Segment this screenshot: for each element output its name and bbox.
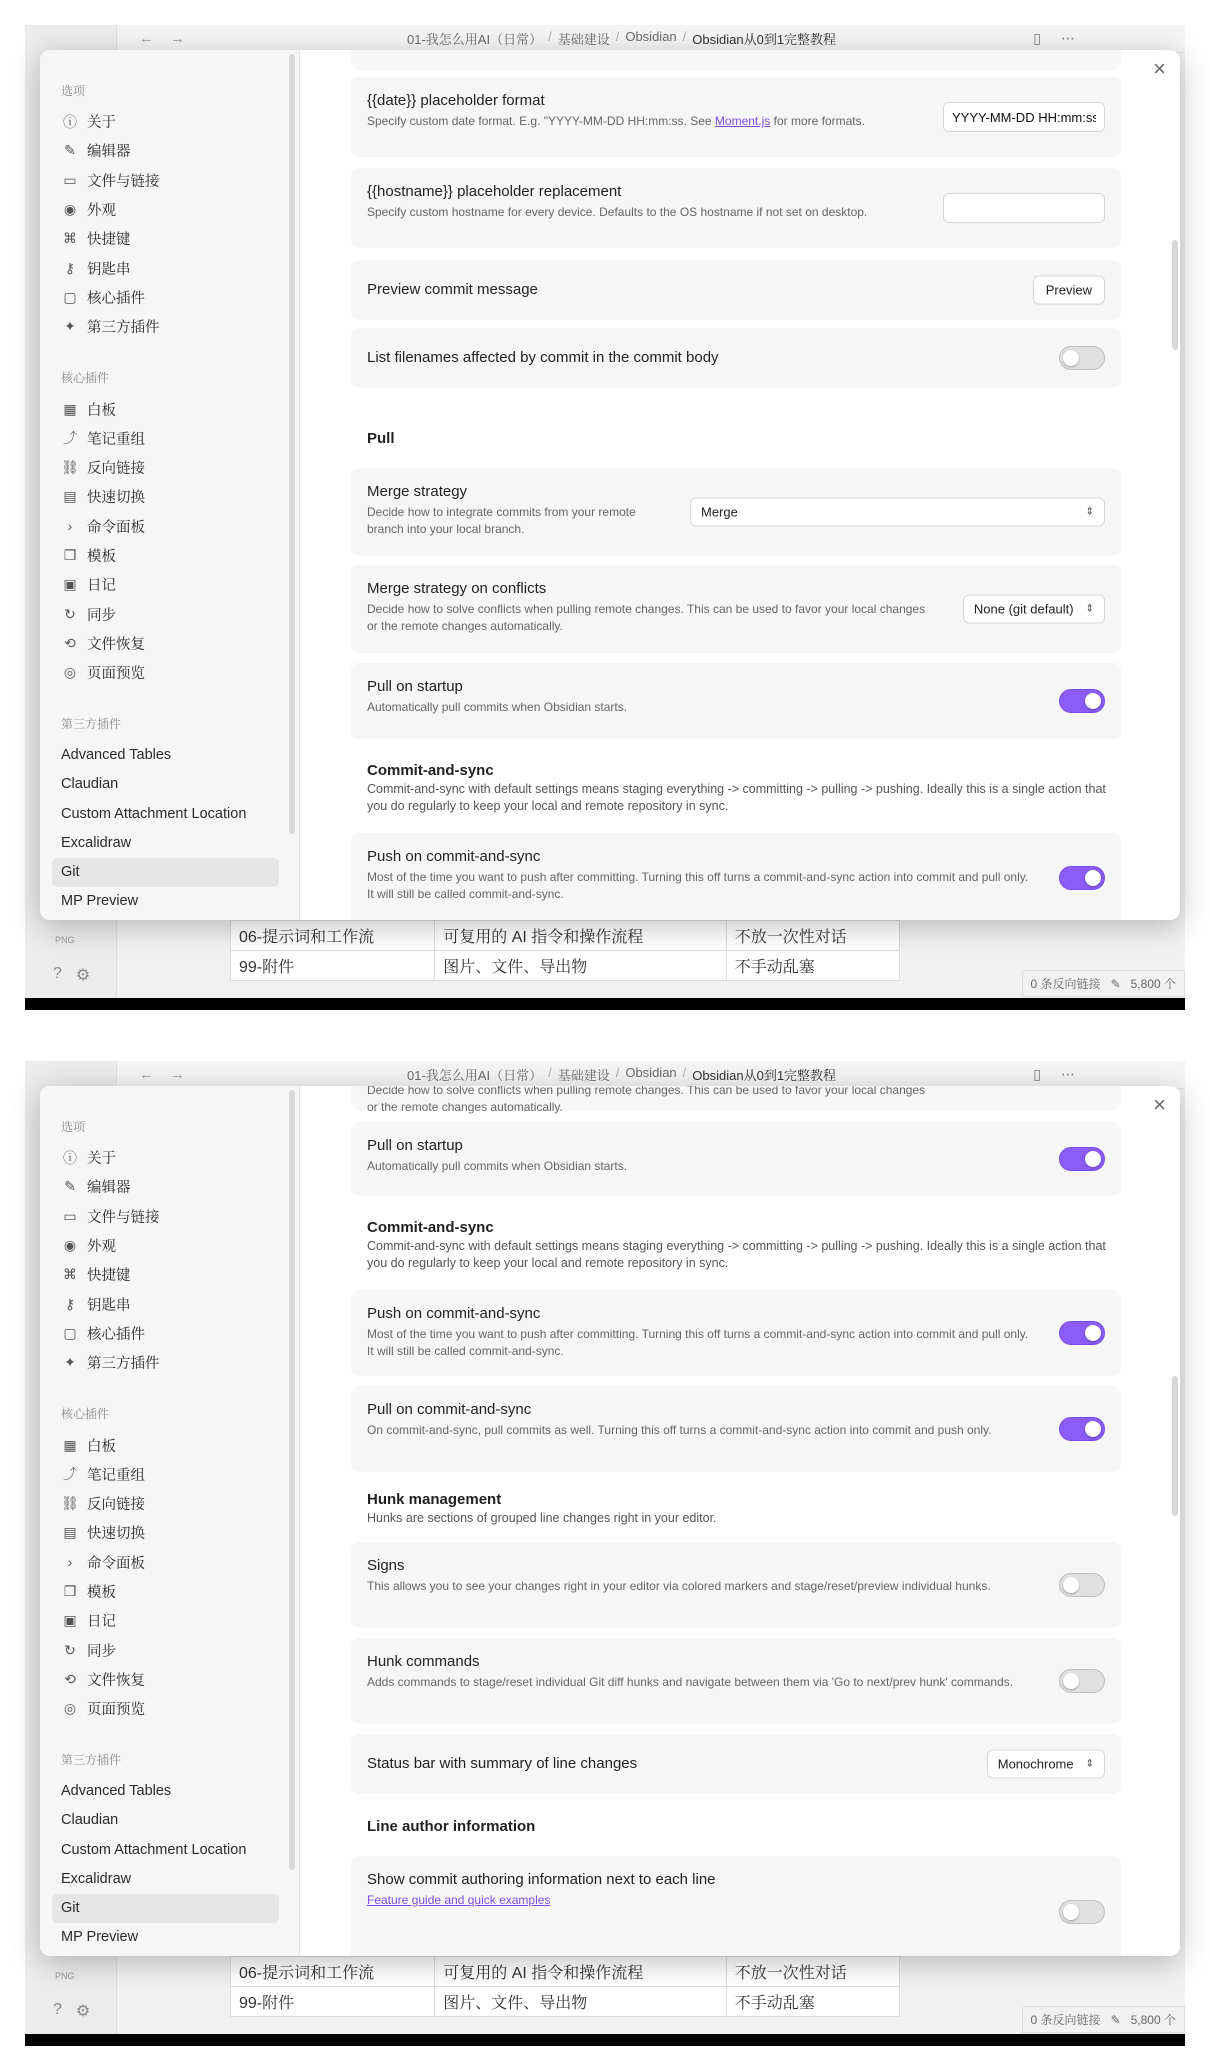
section-description: Commit-and-sync with default settings means staging everything -> committing -> pulling -> pushing. Ideally this is a single action that you do regularly to keep your local and remote repository in sync. bbox=[367, 1239, 1106, 1270]
section-title: Pull bbox=[367, 430, 395, 447]
sidebar-item-core-3[interactable] bbox=[40, 482, 279, 511]
sidebar-item-icon: ⚷ bbox=[64, 259, 76, 276]
sidebar-item-label: 第三方插件 bbox=[87, 1356, 160, 1373]
nav-buttons bbox=[139, 30, 185, 47]
sidebar-item-label: Claudian bbox=[61, 1812, 119, 1829]
sidebar-item-icon: ⛓ bbox=[61, 1495, 79, 1512]
png-label: PNG bbox=[55, 1971, 75, 1981]
breadcrumb-item[interactable]: 基础建设 bbox=[557, 32, 610, 47]
sidebar-item-option-2[interactable] bbox=[40, 166, 279, 195]
pencil-icon[interactable]: ✎ bbox=[1110, 2012, 1121, 2027]
sidebar-item-icon: ✦ bbox=[64, 318, 76, 335]
sidebar-item-option-2[interactable] bbox=[40, 1202, 279, 1231]
sidebar-item-core-8[interactable] bbox=[40, 629, 279, 658]
select-value: Monochrome bbox=[997, 1756, 1074, 1772]
setting-description: Specify custom date format. E.g. "YYYY-MM-DD HH:mm:ss. See Moment.js for more formats. bbox=[367, 114, 865, 128]
sidebar-item-icon: ⛓ bbox=[61, 459, 79, 476]
sidebar-item-icon: ◉ bbox=[63, 201, 77, 218]
preview-button[interactable]: Preview bbox=[1033, 276, 1105, 305]
sidebar-item-label: 外观 bbox=[87, 1239, 116, 1256]
sidebar-group-title: 第三方插件 bbox=[61, 717, 122, 732]
sidebar-item-label: 核心插件 bbox=[87, 1326, 145, 1343]
sidebar-item-label: 外观 bbox=[87, 203, 116, 220]
book-icon[interactable]: ▯ bbox=[1033, 1066, 1041, 1082]
setting-push-on-cas bbox=[351, 833, 1121, 920]
sidebar-item-icon: ◎ bbox=[63, 664, 77, 681]
setting-title: Merge strategy on conflicts bbox=[367, 580, 547, 597]
settings-gear-icon[interactable]: ⚙ bbox=[75, 967, 91, 984]
sidebar-item-icon: ⤴ bbox=[63, 430, 77, 447]
sidebar-item-label: 编辑器 bbox=[87, 144, 131, 161]
select-value: Merge bbox=[701, 504, 738, 520]
settings-gear-icon[interactable]: ⚙ bbox=[75, 2003, 91, 2020]
sidebar-item-label: 页面预览 bbox=[87, 666, 145, 683]
merge-strategy-select[interactable] bbox=[690, 498, 1105, 527]
table-cell: 不放一次性对话 bbox=[726, 921, 899, 951]
sidebar-item-icon: ◉ bbox=[63, 1237, 77, 1254]
section-heading bbox=[367, 1491, 1117, 1527]
sidebar-item-label: 钥匙串 bbox=[87, 1297, 131, 1314]
table-row bbox=[231, 921, 900, 951]
sidebar-item-icon: ⤴ bbox=[63, 1466, 77, 1483]
sidebar-item-icon: ⌘ bbox=[63, 1266, 77, 1283]
setting-title: Push on commit-and-sync bbox=[367, 1305, 541, 1322]
sidebar-item-core-3[interactable] bbox=[40, 1518, 279, 1547]
sidebar-item-label: Advanced Tables bbox=[61, 746, 172, 763]
breadcrumb-separator: / bbox=[682, 29, 687, 44]
sidebar-item-icon: ▦ bbox=[63, 1436, 77, 1453]
breadcrumb-separator: / bbox=[615, 1065, 620, 1080]
setting-description: Most of the time you want to push after committing. Turning this off turns a commit-and-sync action into commit and pull only. It will still be called commit-and-sync. bbox=[367, 1327, 1029, 1358]
sidebar-item-core-8[interactable] bbox=[40, 1665, 279, 1694]
push-on-cas-toggle[interactable] bbox=[1059, 1321, 1105, 1345]
sidebar-item-label: 文件与链接 bbox=[87, 173, 160, 190]
sidebar-item-plugin-5[interactable] bbox=[40, 887, 279, 916]
setting-preview-commit bbox=[351, 260, 1121, 320]
sidebar-item-label: MP Preview bbox=[61, 1929, 139, 1946]
sidebar-item-label: 日记 bbox=[87, 578, 116, 595]
backlinks-count[interactable]: 0 条反向链接 bbox=[1030, 977, 1101, 991]
sidebar-item-label: 白板 bbox=[87, 1438, 116, 1455]
setting-merge-strategy bbox=[351, 468, 1121, 556]
sidebar-item-plugin-1[interactable] bbox=[40, 770, 279, 799]
sidebar-item-icon: ⟲ bbox=[64, 634, 76, 651]
background-note-table bbox=[230, 920, 900, 981]
sidebar-item-label: 反向链接 bbox=[87, 1497, 145, 1514]
sidebar-item-label: Custom Attachment Location bbox=[61, 1841, 247, 1858]
section-heading bbox=[367, 762, 1117, 815]
sidebar-item-label: 笔记重组 bbox=[87, 1467, 145, 1484]
push-on-cas-toggle[interactable] bbox=[1059, 866, 1105, 890]
status-bar bbox=[1022, 2006, 1185, 2033]
breadcrumb-item[interactable]: Obsidian bbox=[625, 1065, 677, 1080]
table-cell: 99-附件 bbox=[231, 951, 435, 981]
close-icon[interactable]: × bbox=[1153, 1092, 1166, 1117]
section-title: Line author information bbox=[367, 1818, 536, 1835]
sidebar-item-core-5[interactable] bbox=[40, 541, 279, 570]
sidebar-item-icon: ⚷ bbox=[64, 1295, 76, 1312]
setting-push-on-cas bbox=[351, 1290, 1121, 1376]
breadcrumb-item[interactable]: Obsidian bbox=[625, 29, 677, 44]
setting-title: {{hostname}} placeholder replacement bbox=[367, 183, 622, 200]
sidebar-item-core-2[interactable] bbox=[40, 453, 279, 482]
settings-content bbox=[301, 1086, 1180, 1956]
nav-buttons bbox=[139, 1066, 185, 1083]
background-note-table bbox=[230, 1956, 900, 2017]
sidebar-item-label: 关于 bbox=[87, 115, 116, 132]
content-scrollbar[interactable] bbox=[1172, 240, 1178, 350]
sidebar-item-label: 笔记重组 bbox=[87, 431, 145, 448]
sidebar-item-icon: ⌘ bbox=[63, 230, 77, 247]
table-cell: 不手动乱塞 bbox=[726, 951, 899, 981]
table-cell: 06-提示词和工作流 bbox=[231, 1957, 435, 1987]
sidebar-item-plugin-0[interactable] bbox=[40, 740, 279, 769]
sidebar-item-option-7[interactable] bbox=[40, 312, 279, 341]
sidebar-item-label: 钥匙串 bbox=[87, 261, 131, 278]
settings-modal bbox=[40, 50, 1180, 920]
setting-pull-on-cas bbox=[351, 1386, 1121, 1472]
sidebar-item-icon: ▭ bbox=[63, 171, 77, 188]
section-title: Commit-and-sync bbox=[367, 762, 494, 779]
sidebar-item-plugin-5[interactable] bbox=[40, 1923, 279, 1952]
sidebar-item-icon: ▢ bbox=[63, 1324, 77, 1341]
setting-description: Decide how to solve conflicts when pulling remote changes. This can be used to favor your local changes or the remote changes automatically. bbox=[367, 1086, 926, 1114]
sidebar-item-icon: ✎ bbox=[64, 142, 76, 159]
close-icon[interactable]: × bbox=[1153, 56, 1166, 81]
setting-description: Most of the time you want to push after committing. Turning this off turns a commit-and-sync action into commit and pull only. It will still be called commit-and-sync. bbox=[367, 870, 1029, 901]
breadcrumb bbox=[407, 1065, 836, 1084]
sidebar-item-label: Excalidraw bbox=[61, 834, 132, 851]
hostname-input[interactable] bbox=[943, 193, 1105, 223]
sidebar-item-icon: ▤ bbox=[63, 1524, 77, 1541]
setting-title: {{date}} placeholder format bbox=[367, 92, 545, 109]
sidebar-item-core-4[interactable] bbox=[40, 1548, 279, 1577]
table-row bbox=[231, 1987, 900, 2017]
sidebar-item-icon: ▭ bbox=[63, 1207, 77, 1224]
pull-on-startup-toggle[interactable] bbox=[1059, 689, 1105, 713]
sidebar-item-icon: ❐ bbox=[63, 547, 77, 563]
sidebar-item-label: 关于 bbox=[87, 1151, 116, 1168]
setting-hunk-commands bbox=[351, 1638, 1121, 1724]
more-options-icon[interactable]: ⋯ bbox=[1061, 30, 1075, 46]
sidebar-item-label: 快速切换 bbox=[87, 490, 145, 507]
sidebar-group-title: 选项 bbox=[61, 1120, 86, 1134]
section-title: Commit-and-sync bbox=[367, 1219, 494, 1236]
sidebar-item-core-4[interactable] bbox=[40, 512, 279, 541]
partial-card bbox=[351, 1086, 1121, 1114]
signs-toggle[interactable] bbox=[1059, 1573, 1105, 1597]
sidebar-item-label: 快速切换 bbox=[87, 1526, 145, 1543]
setting-description: Automatically pull commits when Obsidian starts. bbox=[367, 1159, 628, 1173]
sidebar-group-title: 核心插件 bbox=[61, 1407, 110, 1422]
setting-description: Decide how to integrate commits from your remote branch into your local branch. bbox=[367, 505, 636, 536]
sidebar-item-icon: ▢ bbox=[63, 288, 77, 305]
table-cell: 06-提示词和工作流 bbox=[231, 921, 435, 951]
setting-title: Signs bbox=[367, 1557, 405, 1574]
section-description: Hunks are sections of grouped line changes right in your editor. bbox=[367, 1511, 717, 1525]
setting-list-filenames bbox=[351, 328, 1121, 388]
feature-guide-link[interactable]: Feature guide and quick examples bbox=[367, 1893, 551, 1907]
line-author-toggle[interactable] bbox=[1059, 1900, 1105, 1924]
sidebar-item-label: 命令面板 bbox=[87, 519, 145, 536]
setting-pull-on-startup bbox=[351, 1122, 1121, 1196]
sidebar-item-label: MP Preview bbox=[61, 893, 139, 910]
setting-description: Specify custom hostname for every device. Defaults to the OS hostname if not set on desktop. bbox=[367, 205, 868, 219]
date-format-input[interactable] bbox=[943, 102, 1105, 132]
sidebar-item-plugin-3[interactable] bbox=[40, 1864, 279, 1893]
sidebar-item-icon: ↻ bbox=[64, 1641, 76, 1658]
setting-line-author bbox=[351, 1856, 1121, 1956]
word-count: 5,800 个 bbox=[1130, 977, 1176, 991]
moment-link[interactable]: Moment.js bbox=[714, 114, 771, 128]
status-bar-select[interactable] bbox=[987, 1750, 1105, 1779]
pull-on-cas-toggle[interactable] bbox=[1059, 1417, 1105, 1441]
word-count: 5,800 个 bbox=[1130, 2013, 1176, 2027]
sidebar-group-title: 选项 bbox=[61, 84, 86, 98]
bottom-border bbox=[25, 998, 1185, 1010]
sidebar-item-icon: › bbox=[67, 1554, 73, 1571]
sidebar-item-label: 命令面板 bbox=[87, 1555, 145, 1572]
setting-title: Hunk commands bbox=[367, 1653, 480, 1670]
sidebar-item-core-6[interactable] bbox=[40, 570, 279, 599]
setting-status-bar-summary bbox=[351, 1734, 1121, 1794]
sidebar-item-label: 文件与链接 bbox=[87, 1209, 160, 1226]
sidebar-item-plugin-4[interactable] bbox=[52, 858, 279, 887]
breadcrumb-separator: / bbox=[548, 29, 552, 44]
setting-description: This allows you to see your changes right in your editor via colored markers and stage/reset/preview individual hunks. bbox=[367, 1579, 991, 1593]
sidebar-item-option-0[interactable] bbox=[40, 1143, 279, 1172]
sidebar-item-label: 第三方插件 bbox=[87, 320, 160, 337]
breadcrumb bbox=[407, 29, 836, 48]
sidebar-item-icon: ▦ bbox=[63, 400, 77, 417]
sidebar-item-option-5[interactable] bbox=[40, 1289, 279, 1318]
sidebar-item-core-9[interactable] bbox=[40, 1694, 279, 1723]
sidebar-item-option-4[interactable] bbox=[40, 224, 279, 253]
sidebar-item-label: Advanced Tables bbox=[61, 1782, 172, 1799]
title-bar bbox=[117, 25, 1185, 53]
sidebar-item-label: 文件恢复 bbox=[87, 1672, 145, 1689]
sidebar-item-core-9[interactable] bbox=[40, 658, 279, 687]
sidebar-item-option-3[interactable] bbox=[40, 195, 279, 224]
sidebar-item-core-1[interactable] bbox=[40, 1460, 279, 1489]
forward-arrow-icon[interactable]: → bbox=[170, 1066, 185, 1083]
pull-on-startup-toggle[interactable] bbox=[1059, 1147, 1105, 1171]
table-cell: 99-附件 bbox=[231, 1987, 435, 2017]
setting-description: Decide how to solve conflicts when pulling remote changes. This can be used to favor your local changes or the remote changes automatically. bbox=[367, 602, 926, 633]
breadcrumb-separator: / bbox=[682, 1065, 687, 1080]
png-label: PNG bbox=[55, 935, 75, 945]
sidebar-item-core-0[interactable] bbox=[40, 1430, 279, 1459]
sidebar-item-icon: ▣ bbox=[63, 576, 77, 593]
settings-sidebar bbox=[40, 1086, 300, 1956]
sidebar-item-label: 反向链接 bbox=[87, 461, 145, 478]
sidebar-item-option-3[interactable] bbox=[40, 1231, 279, 1260]
sidebar-item-icon: › bbox=[67, 518, 73, 535]
chevron-updown-icon: ⇕ bbox=[1085, 1758, 1094, 1770]
pencil-icon[interactable]: ✎ bbox=[1110, 976, 1121, 991]
sidebar-item-icon: ↻ bbox=[64, 605, 76, 622]
setting-title: Push on commit-and-sync bbox=[367, 848, 541, 865]
sidebar-item-core-6[interactable] bbox=[40, 1606, 279, 1635]
forward-arrow-icon[interactable]: → bbox=[170, 30, 185, 47]
backlinks-count[interactable]: 0 条反向链接 bbox=[1030, 2013, 1101, 2027]
sidebar-item-option-4[interactable] bbox=[40, 1260, 279, 1289]
sidebar-item-label: Git bbox=[61, 864, 80, 881]
select-value: None (git default) bbox=[973, 601, 1074, 617]
sidebar-item-icon: ✦ bbox=[64, 1354, 76, 1371]
setting-description: Adds commands to stage/reset individual Git diff hunks and navigate between them via 'Go to next/prev hunk' commands. bbox=[367, 1675, 1014, 1689]
sidebar-item-icon: ❐ bbox=[63, 1583, 77, 1599]
table-cell: 不放一次性对话 bbox=[726, 1957, 899, 1987]
sidebar-item-label: 核心插件 bbox=[87, 290, 145, 307]
sidebar-item-core-2[interactable] bbox=[40, 1489, 279, 1518]
sidebar-item-option-1[interactable] bbox=[40, 1172, 279, 1201]
sidebar-item-label: Claudian bbox=[61, 776, 119, 793]
sidebar-item-label: Custom Attachment Location bbox=[61, 805, 247, 822]
setting-title: Merge strategy bbox=[367, 483, 468, 500]
sidebar-scrollbar[interactable] bbox=[289, 54, 295, 834]
breadcrumb-current[interactable]: Obsidian从0到1完整教程 bbox=[692, 32, 837, 47]
content-scrollbar[interactable] bbox=[1172, 1376, 1178, 1516]
settings-modal bbox=[40, 1086, 1180, 1956]
sidebar-item-plugin-0[interactable] bbox=[40, 1776, 279, 1805]
breadcrumb-item[interactable]: 01-我怎么用AI（日常） bbox=[407, 1068, 543, 1083]
setting-title: Pull on startup bbox=[367, 1137, 463, 1154]
sidebar-item-option-6[interactable] bbox=[40, 1319, 279, 1348]
table-cell: 可复用的 AI 指令和操作流程 bbox=[435, 1957, 726, 1987]
sidebar-item-label: 文件恢复 bbox=[87, 636, 145, 653]
sidebar-item-label: 同步 bbox=[87, 1643, 116, 1660]
sidebar-item-core-1[interactable] bbox=[40, 424, 279, 453]
breadcrumb-item[interactable]: 基础建设 bbox=[557, 1068, 610, 1083]
table-cell: 不手动乱塞 bbox=[726, 1987, 899, 2017]
sidebar-item-icon: ⓘ bbox=[63, 113, 77, 130]
sidebar-item-option-0[interactable] bbox=[40, 107, 279, 136]
help-icon[interactable]: ? bbox=[53, 2001, 62, 2018]
table-row bbox=[231, 951, 900, 981]
sidebar-item-core-5[interactable] bbox=[40, 1577, 279, 1606]
setting-pull-on-startup bbox=[351, 663, 1121, 739]
sidebar-item-core-0[interactable] bbox=[40, 394, 279, 423]
hunk-commands-toggle[interactable] bbox=[1059, 1669, 1105, 1693]
sidebar-item-label: 编辑器 bbox=[87, 1180, 131, 1197]
sidebar-scrollbar[interactable] bbox=[289, 1090, 295, 1870]
section-heading bbox=[367, 430, 1117, 447]
setting-title: Pull on startup bbox=[367, 678, 463, 695]
table-cell: 图片、文件、导出物 bbox=[435, 1987, 726, 2017]
sidebar-item-plugin-3[interactable] bbox=[40, 828, 279, 857]
sidebar-item-label: 页面预览 bbox=[87, 1702, 145, 1719]
setting-title: Status bar with summary of line changes bbox=[367, 1755, 638, 1772]
setting-title: Preview commit message bbox=[367, 281, 538, 298]
sidebar-item-plugin-4[interactable] bbox=[52, 1894, 279, 1923]
status-bar bbox=[1022, 970, 1185, 997]
section-heading bbox=[367, 1818, 1117, 1835]
chevron-updown-icon: ⇕ bbox=[1085, 603, 1094, 615]
setting-merge-conflicts bbox=[351, 565, 1121, 653]
more-options-icon[interactable]: ⋯ bbox=[1061, 1066, 1075, 1082]
setting-description: Automatically pull commits when Obsidian starts. bbox=[367, 700, 628, 714]
help-icon[interactable]: ? bbox=[53, 965, 62, 982]
sidebar-item-label: Git bbox=[61, 1900, 80, 1917]
breadcrumb-current[interactable]: Obsidian从0到1完整教程 bbox=[692, 1068, 837, 1083]
breadcrumb-separator: / bbox=[548, 1065, 552, 1080]
table-row bbox=[231, 1957, 900, 1987]
screenshot-top bbox=[0, 0, 1210, 1010]
list-filenames-toggle[interactable] bbox=[1059, 346, 1105, 370]
setting-signs bbox=[351, 1542, 1121, 1628]
book-icon[interactable]: ▯ bbox=[1033, 30, 1041, 46]
section-heading bbox=[367, 1219, 1117, 1272]
sidebar-item-icon: ▣ bbox=[63, 1612, 77, 1629]
sidebar-group-title: 核心插件 bbox=[61, 371, 110, 386]
merge-conflicts-select[interactable] bbox=[963, 595, 1105, 624]
sidebar-item-core-7[interactable] bbox=[40, 1635, 279, 1664]
sidebar-group-title: 第三方插件 bbox=[61, 1753, 122, 1768]
sidebar-item-option-7[interactable] bbox=[40, 1348, 279, 1377]
sidebar-item-icon: ▤ bbox=[63, 488, 77, 505]
sidebar-item-option-5[interactable] bbox=[40, 253, 279, 282]
section-title: Hunk management bbox=[367, 1491, 502, 1508]
title-bar bbox=[117, 1061, 1185, 1089]
sidebar-item-label: 模板 bbox=[87, 549, 116, 565]
setting-title: List filenames affected by commit in the commit body bbox=[367, 349, 719, 366]
settings-content bbox=[301, 50, 1180, 920]
setting-title: Pull on commit-and-sync bbox=[367, 1401, 532, 1418]
sidebar-item-plugin-2[interactable] bbox=[40, 799, 279, 828]
sidebar-item-label: 同步 bbox=[87, 607, 116, 624]
back-arrow-icon[interactable]: ← bbox=[139, 1066, 154, 1083]
screenshot-bottom bbox=[0, 1036, 1210, 2046]
sidebar-item-plugin-1[interactable] bbox=[40, 1806, 279, 1835]
chevron-updown-icon: ⇕ bbox=[1085, 506, 1094, 518]
sidebar-item-label: 白板 bbox=[87, 402, 116, 419]
breadcrumb-item[interactable]: 01-我怎么用AI（日常） bbox=[407, 32, 543, 47]
breadcrumb-separator: / bbox=[615, 29, 620, 44]
sidebar-item-option-1[interactable] bbox=[40, 136, 279, 165]
setting-date-format bbox=[351, 77, 1121, 157]
settings-sidebar bbox=[40, 50, 300, 920]
sidebar-item-label: 快捷键 bbox=[87, 232, 131, 249]
sidebar-item-icon: ⟲ bbox=[64, 1670, 76, 1687]
setting-title: Show commit authoring information next to each line bbox=[367, 1871, 716, 1888]
setting-description: On commit-and-sync, pull commits as well. Turning this off turns a commit-and-sync action into commit and push only. bbox=[367, 1423, 992, 1437]
table-cell: 图片、文件、导出物 bbox=[435, 951, 726, 981]
sidebar-item-label: 快捷键 bbox=[87, 1268, 131, 1285]
setting-description bbox=[367, 1892, 1105, 1909]
table-cell: 可复用的 AI 指令和操作流程 bbox=[435, 921, 726, 951]
setting-hostname bbox=[351, 168, 1121, 248]
sidebar-item-label: Excalidraw bbox=[61, 1870, 132, 1887]
sidebar-item-option-6[interactable] bbox=[40, 283, 279, 312]
partial-card bbox=[351, 50, 1121, 70]
sidebar-item-label: 日记 bbox=[87, 1614, 116, 1631]
sidebar-item-icon: ◎ bbox=[63, 1700, 77, 1717]
sidebar-item-plugin-2[interactable] bbox=[40, 1835, 279, 1864]
sidebar-item-core-7[interactable] bbox=[40, 599, 279, 628]
section-description: Commit-and-sync with default settings means staging everything -> committing -> pulling -> pushing. Ideally this is a single action that you do regularly to keep your local and remote repository in sync. bbox=[367, 782, 1106, 813]
sidebar-item-icon: ⓘ bbox=[63, 1149, 77, 1166]
sidebar-item-label: 模板 bbox=[87, 1585, 116, 1601]
bottom-border bbox=[25, 2034, 1185, 2046]
sidebar-item-icon: ✎ bbox=[64, 1178, 76, 1195]
back-arrow-icon[interactable]: ← bbox=[139, 30, 154, 47]
